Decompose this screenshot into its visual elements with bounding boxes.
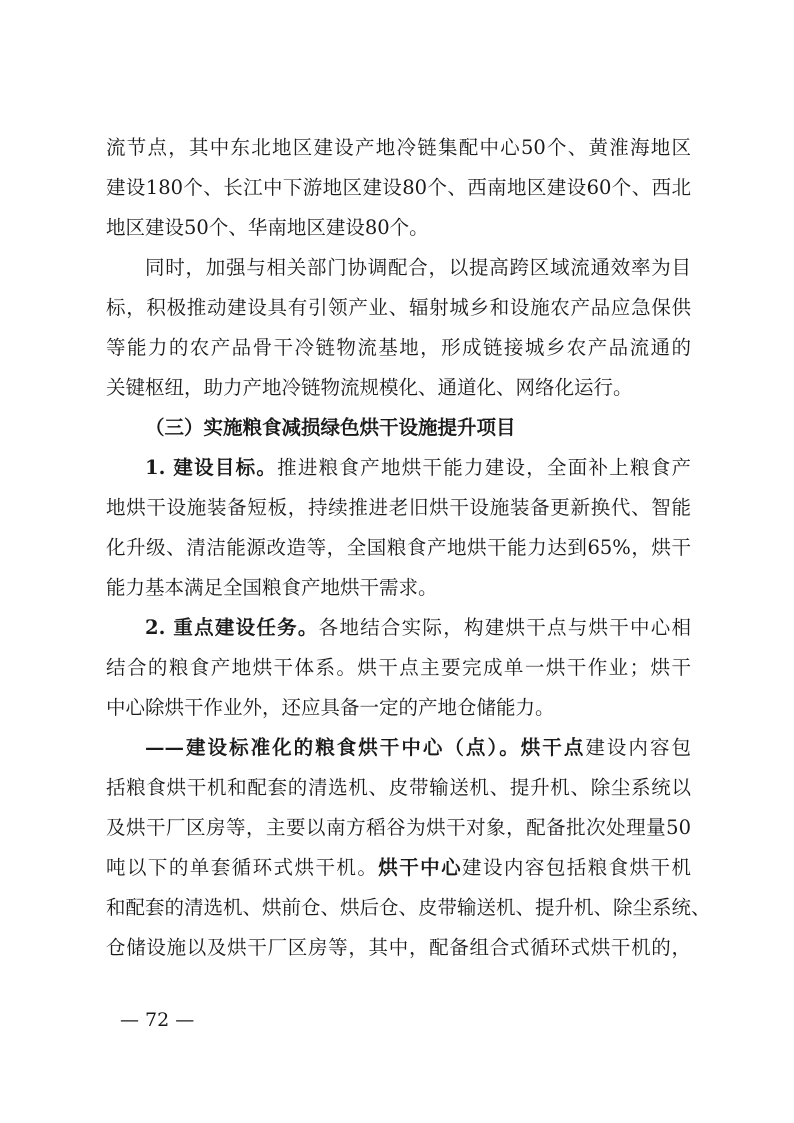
text-span: 建设内容包括粮食烘干机	[462, 856, 691, 879]
page-number: — 72 —	[120, 1009, 195, 1031]
text-line	[106, 848, 691, 888]
item-lead: ——建设标准化的粮食烘干中心（点）。烘干点	[145, 736, 586, 759]
document-body	[106, 128, 711, 968]
inline-bold-term: 烘干中心	[378, 856, 463, 879]
text-line: 标，积极推动建设具有引领产业、辐射城乡和设施农产品应急保供	[106, 296, 691, 319]
text-line: 及烘干厂区房等，主要以南方稻谷为烘干对象，配备批次处理量50	[106, 816, 691, 839]
text-line: 关键枢纽，助力产地冷链物流规模化、通道化、网络化运行。	[106, 376, 633, 399]
text-line: 括粮食烘干机和配套的清选机、皮带输送机、提升机、除尘系统以	[106, 776, 691, 799]
text-line: 和配套的清选机、烘前仓、烘后仓、皮带输送机、提升机、除尘系统、	[106, 896, 711, 919]
text-line: 同时，加强与相关部门协调配合，以提高跨区域流通效率为目	[145, 256, 691, 279]
text-line: 地区建设50个、华南地区建设80个。	[106, 216, 429, 239]
text-span: 建设内容包	[585, 736, 691, 759]
section-heading: （三）实施粮食减损绿色烘干设施提升项目	[145, 416, 516, 439]
text-line: 能力基本满足全国粮食产地烘干需求。	[106, 576, 438, 599]
text-line: 化升级、清洁能源改造等，全国粮食产地烘干能力达到65%，烘干	[106, 536, 691, 559]
text-span: 吨以下的单套循环式烘干机。	[106, 856, 379, 879]
item-lead: 2. 重点建设任务。	[145, 616, 319, 639]
text-line: 中心除烘干作业外，还应具备一定的产地仓储能力。	[106, 696, 555, 719]
text-span: 各地结合实际，构建烘干点与烘干中心相	[318, 616, 691, 639]
text-line: 建设180个、长江中下游地区建设80个、西南地区建设60个、西北	[106, 176, 691, 199]
text-line	[106, 448, 691, 488]
text-line	[106, 608, 691, 648]
text-line	[106, 728, 691, 768]
text-line: 等能力的农产品骨干冷链物流基地，形成链接城乡农产品流通的	[106, 336, 691, 359]
item-lead: 1. 建设目标。	[145, 456, 278, 479]
text-line: 结合的粮食产地烘干体系。烘干点主要完成单一烘干作业；烘干	[106, 656, 691, 679]
text-span: 推进粮食产地烘干能力建设，全面补上粮食产	[277, 456, 691, 479]
text-line: 地烘干设施装备短板，持续推进老旧烘干设施装备更新换代、智能	[106, 496, 691, 519]
text-line: 流节点，其中东北地区建设产地冷链集配中心50个、黄淮海地区	[106, 136, 691, 159]
text-line: 仓储设施以及烘干厂区房等，其中，配备组合式循环式烘干机的，	[106, 936, 691, 959]
